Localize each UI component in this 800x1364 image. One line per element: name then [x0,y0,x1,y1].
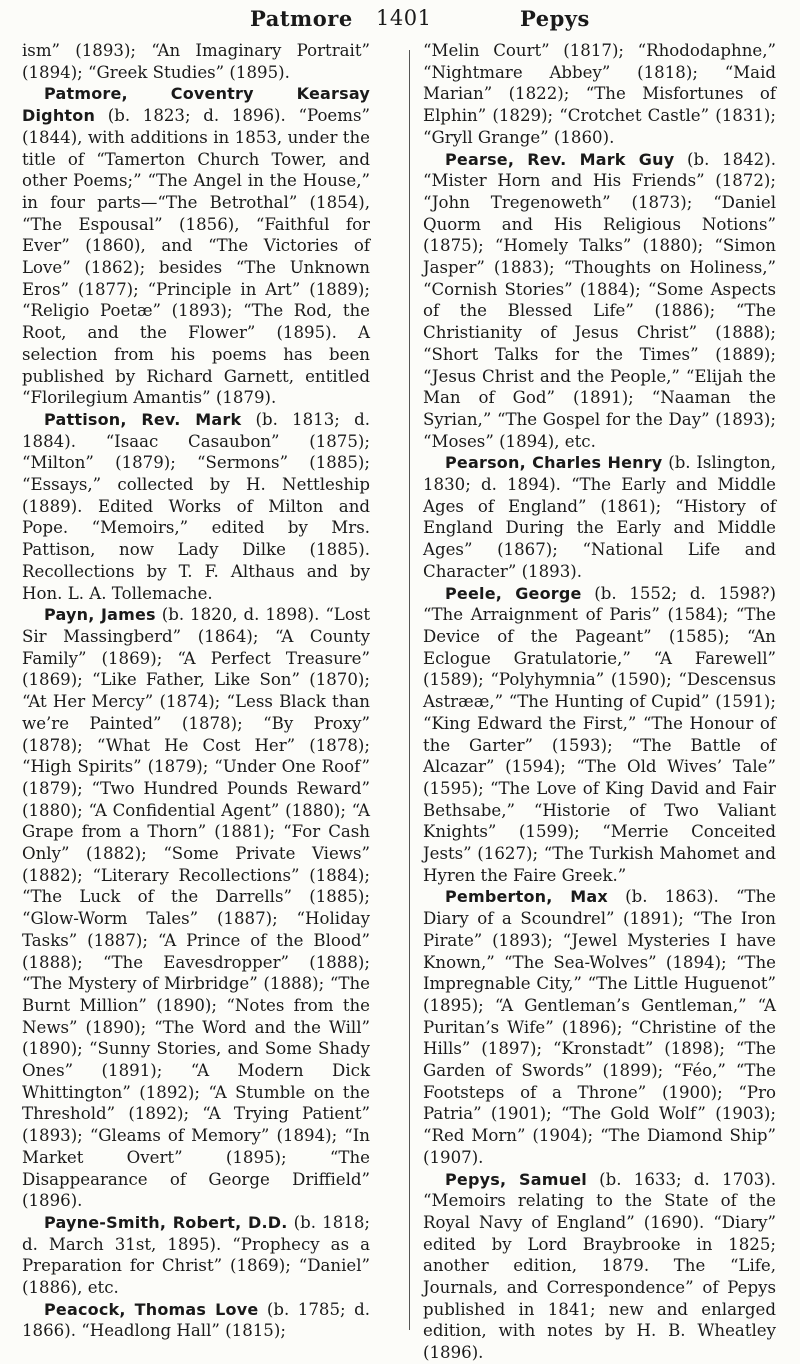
entry-name: Peele, George [445,583,582,603]
entry-name: Peacock, Thomas Love [44,1299,259,1319]
running-head-left: Patmore [250,6,353,31]
entry-name: Payne-Smith, Robert, D.D. [44,1212,288,1232]
entry-peacock [22,1299,370,1342]
entry-pepys [423,1169,776,1364]
entry-text: (b. 1823; d. 1896). “Poems” (1844), with additions in 1853, under the title of “Tamerton Church Tower, and other Poems;” “The Angel in the House,” in four parts—“The Betrothal” (1854), “The Espousal” (1856), “Faithful for Ever” (1860), and “The Victories of Love” (1862); besides “The Unknown Eros” (1877); “Principle in Art” (1889); “Religio Poetæ” (1893); “The Rod, the Root, and the Flower” (1895). A selection from his poems has been published by Richard Garnett, entitled “Florilegium Amantis” (1879). [22,106,370,408]
entry-pattison [22,409,370,604]
entry-name: Pemberton, Max [445,887,608,907]
entry-pemberton [423,886,776,1168]
left-column [22,40,370,1341]
entry-payn [22,604,370,1212]
entry-continuation: “Melin Court” (1817); “Rhododaphne,” “Nightmare Abbey” (1818); “Maid Marian” (1822); “The Misfortunes of Elphin” (1829); “Crotchet Castle” (1831); “Gryll Grange” (1860). [423,41,776,147]
entry-name: Patmore, Coventry Kearsay Dighton [22,84,370,126]
entry-patmore [22,83,370,409]
entry-name: Pattison, Rev. Mark [44,409,242,429]
entry-peele [423,583,776,887]
entry-text: (b. Islington, 1830; d. 1894). “The Early and Middle Ages of England” (1861); “History of England During the Early and Middle Ages” (1867); “National Life and Character” (1893). [423,453,776,581]
entry-text: (b. 1842). “Mister Horn and His Friends” (1872); “John Tregenoweth” (1873); “Daniel Quorm and His Religious Notions” (1875); “Homely Talks” (1880); “Simon Jasper” (1883); “Thoughts on Holiness,” “Cornish Stories” (1884); “Some Aspects of the Blessed Life” (1886); “The Christianity of Jesus Christ” (1888); “Short Talks for the Times” (1889); “Jesus Christ and the People,” “Elijah the Man of God” (1891); “Naaman the Syrian,” “The Gospel for the Day” (1893); “Moses” (1894), etc. [423,149,776,451]
entry-name: Pepys, Samuel [445,1169,587,1189]
entry-pearse [423,149,776,453]
right-column [423,40,777,1363]
page-header [0,6,800,40]
entry-name: Payn, James [44,605,156,625]
entry-text: (b. 1785; d. 1866). “Headlong Hall” (1815); [22,1299,370,1341]
entry-name: Pearse, Rev. Mark Guy [445,149,675,169]
entry-payne-smith [22,1212,370,1299]
entry-continuation: ism” (1893); “An Imaginary Portrait” (1894); “Greek Studies” (1895). [22,41,370,82]
entry-text: (b. 1633; d. 1703). “Memoirs relating to the State of the Royal Navy of England” (1690). “Diary” edited by Lord Braybrooke in 1825; another edition, 1879. The “Life, Journals, and Correspondence” of Pepys published in 1841; new and enlarged edition, with notes by H. B. Wheatley (1896). [423,1169,777,1363]
page-number: 1401 [376,6,432,30]
entry-text: (b. 1552; d. 1598?) “The Arraignment of Paris” (1584); “The Device of the Pageant” (1585); “An Eclogue Gratulatorie,” “A Farewell” (1589); “Polyhymnia” (1590); “Descensus Astrææ,” “The Hunting of Cupid” (1591); “King Edward the First,” “The Honour of the Garter” (1593); “The Battle of Alcazar” (1594); “The Old Wives’ Tale” (1595); “The Love of King David and Fair Bethsabe,” “Historie of Two Valiant Knights” (1599); “Merrie Conceited Jests” (1627); “The Turkish Mahomet and Hyren the Faire Greek.” [423,583,776,885]
entry-text: (b. 1820, d. 1898). “Lost Sir Massingberd” (1864); “A County Family” (1869); “A Perfect Treasure” (1869); “Like Father, Like Son” (1870); “At Her Mercy” (1874); “Less Black than we’re Painted” (1878); “By Proxy” (1878); “What He Cost Her” (1878); “High Spirits” (1879); “Under One Roof” (1879); “Two Hundred Pounds Reward” (1880); “A Confidential Agent” (1880); “A Grape from a Thorn” (1881); “For Cash Only” (1882); “Some Private Views” (1882); “Literary Recollections” (1884); “The Luck of the Darrells” (1885); “Glow-Worm Tales” (1887); “Holiday Tasks” (1887); “A Prince of the Blood” (1888); “The Eavesdropper” (1888); “The Mystery of Mirbridge” (1888); “The Burnt Million” (1890); “Notes from the News” (1890); “The Word and the Will” (1890); “Sunny Stories, and Some Shady Ones” (1891); “A Modern Dick Whittington” (1892); “A Stumble on the Threshold” (1892); “A Trying Patient” (1893); “Gleams of Memory” (1894); “In Market Overt” (1895); “The Disappearance of George Driffield” (1896). [22,605,370,1211]
running-head-right: Pepys [520,6,590,31]
entry-text: (b. 1813; d. 1884). “Isaac Casaubon” (1875); “Milton” (1879); “Sermons” (1885); “Essays,” collected by H. Nettleship (1889). Edited Works of Milton and Pope. “Memoirs,” edited by Mrs. Pattison, now Lady Dilke (1885). Recollections by T. F. Althaus and by Hon. L. A. Tollemache. [22,409,370,603]
entry-text: (b. 1863). “The Diary of a Scoundrel” (1891); “The Iron Pirate” (1893); “Jewel Mysteries I have Known,” “The Sea-Wolves” (1894); “The Impregnable City,” “The Little Huguenot” (1895); “A Gentleman’s Gentleman,” “A Puritan’s Wife” (1896); “Christine of the Hills” (1897); “Kronstadt” (1898); “The Garden of Swords” (1899); “Féo,” “The Footsteps of a Throne” (1900); “Pro Patria” (1901); “The Gold Wolf” (1903); “Red Morn” (1904); “The Diamond Ship” (1907). [423,887,777,1167]
entry-name: Pearson, Charles Henry [445,453,663,473]
column-divider [409,50,410,1330]
entry-pearson [423,452,776,582]
entry-text: (b. 1818; d. March 31st, 1895). “Prophecy as a Preparation for Christ” (1869); “Daniel” (1886), etc. [22,1212,370,1298]
